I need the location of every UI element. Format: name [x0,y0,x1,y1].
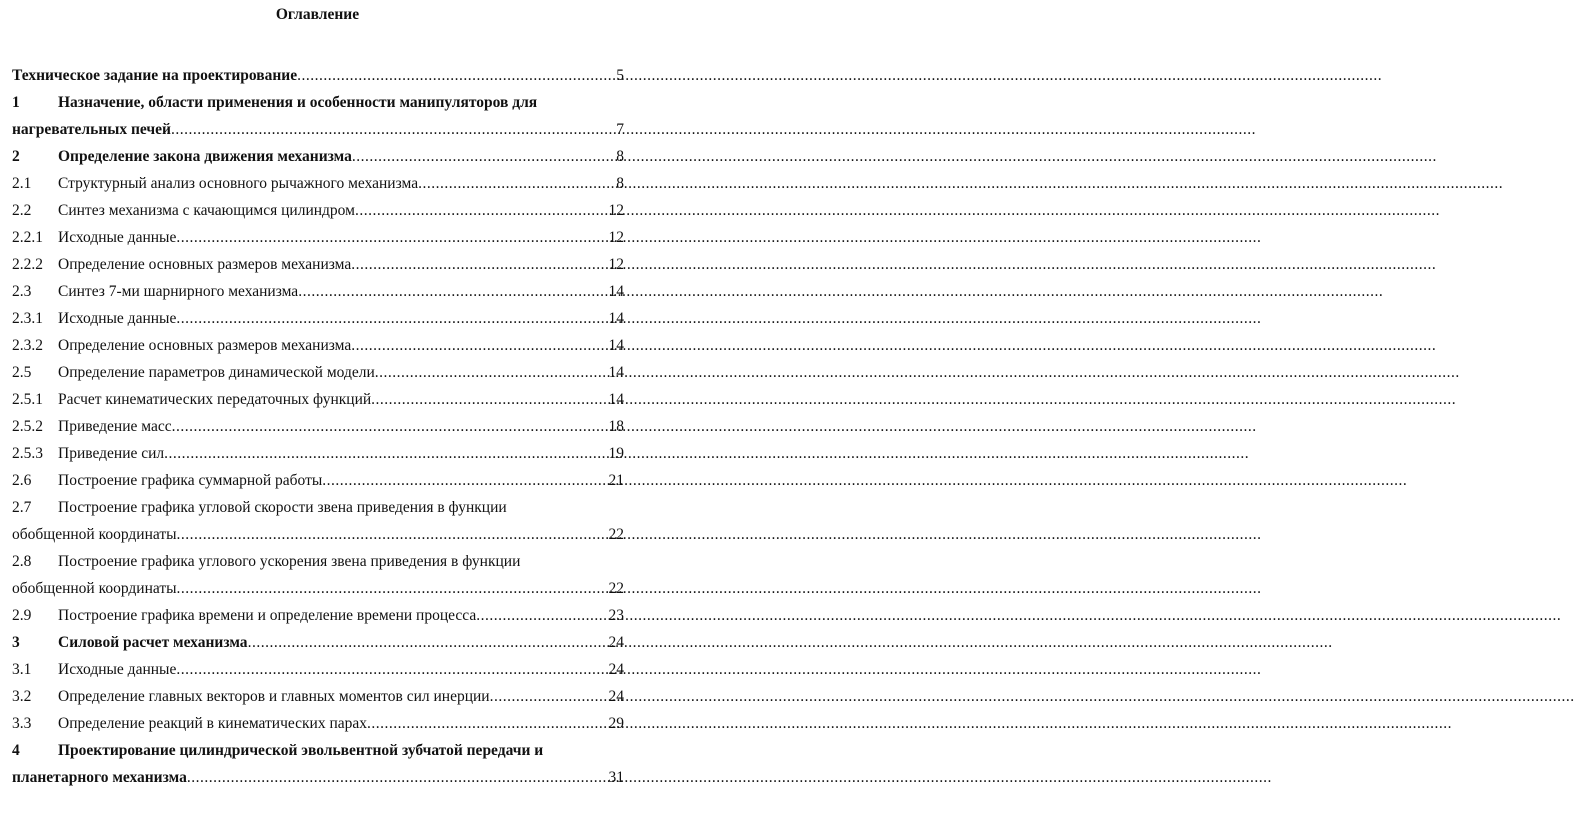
toc-entry-page: 24 [608,687,624,705]
toc-entry[interactable] [12,494,624,521]
toc-leader-dots [476,607,608,625]
toc-entry[interactable] [12,602,624,629]
toc-entry-page: 31 [608,768,624,786]
toc-entry-page: 22 [608,579,624,597]
toc-entry[interactable] [12,116,624,143]
toc-entry-number: 2 [12,147,20,165]
toc-entry-page: 14 [608,363,624,381]
toc-leader-dots [248,634,609,652]
toc-entry-page: 8 [616,147,624,165]
toc-entry-number: 2.3.1 [12,309,43,327]
toc-leader-dots [297,67,616,85]
toc-entry[interactable] [12,170,624,197]
toc-entry-title: Исходные данные [58,228,177,246]
toc-entry-title: Приведение масс [58,417,172,435]
toc-leader-dots [176,229,608,247]
toc-entry[interactable] [12,764,624,791]
toc-entry-title: Структурный анализ основного рычажного механизма [58,174,419,192]
toc-entry-page: 24 [608,633,624,651]
table-of-contents [12,62,624,791]
toc-entry[interactable] [12,521,624,548]
toc-entry[interactable] [12,683,624,710]
toc-entry-title: обобщенной координаты [12,579,177,597]
toc-entry[interactable] [12,575,624,602]
toc-leader-dots [176,310,608,328]
toc-entry-page: 8 [616,174,624,192]
toc-leader-dots [490,688,609,706]
toc-entry-number: 2.3 [12,282,32,300]
toc-entry-page: 14 [608,309,624,327]
toc-leader-dots [171,121,616,139]
toc-entry[interactable] [12,359,624,386]
toc-entry-title: Исходные данные [58,660,177,678]
toc-entry-page: 7 [616,120,624,138]
toc-entry-page: 12 [608,201,624,219]
toc-entry-number: 3.3 [12,714,32,732]
toc-entry-page: 23 [608,606,624,624]
toc-leader-dots [355,202,609,220]
document-page [0,0,635,837]
toc-entry[interactable] [12,305,624,332]
toc-leader-dots [367,715,608,733]
toc-leader-dots [164,445,608,463]
toc-entry-number: 2.2.1 [12,228,43,246]
toc-leader-dots [177,580,609,598]
toc-leader-dots [371,391,608,409]
toc-entry-number: 2.1 [12,174,32,192]
toc-entry-number: 2.3.2 [12,336,43,354]
toc-entry-title: Техническое задание на проектирование [12,66,298,84]
toc-entry-page: 18 [608,417,624,435]
toc-entry-page: 12 [608,228,624,246]
toc-entry-title: Приведение сил [58,444,165,462]
toc-entry-title: Определение основных размеров механизма [58,336,352,354]
toc-entry-title: Расчет кинематических передаточных функций [58,390,372,408]
toc-leader-dots [351,256,608,274]
toc-entry-page: 5 [616,66,624,84]
toc-entry[interactable] [12,737,624,764]
toc-entry-page: 14 [608,390,624,408]
toc-entry-title: Силовой расчет механизма [58,633,248,651]
toc-entry[interactable] [12,467,624,494]
page-title: Оглавление [275,6,360,23]
toc-entry-number: 1 [12,93,20,111]
toc-entry-title: Определение закона движения механизма [58,147,352,165]
toc-entry-title: Синтез 7-ми шарнирного механизма [58,282,299,300]
toc-entry[interactable] [12,143,624,170]
toc-entry[interactable] [12,386,624,413]
toc-entry-page: 19 [608,444,624,462]
toc-entry-title: Проектирование цилиндрической эвольвентной зубчатой передачи и [58,741,544,759]
toc-entry[interactable] [12,224,624,251]
toc-entry-title: Определение главных векторов и главных моментов сил инерции [58,687,490,705]
toc-entry-number: 2.9 [12,606,32,624]
toc-entry-number: 2.5.2 [12,417,43,435]
toc-entry-number: 2.7 [12,498,32,516]
toc-entry-title: Построение графика времени и определение времени процесса [58,606,477,624]
toc-entry-page: 22 [608,525,624,543]
toc-entry[interactable] [12,440,624,467]
toc-entry-title: Определение основных размеров механизма [58,255,352,273]
toc-leader-dots [418,175,616,193]
toc-entry-title: Построение графика суммарной работы [58,471,323,489]
toc-entry[interactable] [12,197,624,224]
toc-entry-title: Исходные данные [58,309,177,327]
toc-leader-dots [187,769,609,787]
toc-entry-number: 2.2 [12,201,32,219]
toc-entry[interactable] [12,548,624,575]
toc-entry[interactable] [12,251,624,278]
toc-entry[interactable] [12,89,624,116]
toc-entry-title: нагревательных печей [12,120,171,138]
toc-leader-dots [322,472,608,490]
toc-entry[interactable] [12,656,624,683]
toc-entry-page: 14 [608,282,624,300]
toc-entry-page: 21 [608,471,624,489]
toc-entry-title: Определение параметров динамической модели [58,363,375,381]
toc-entry-number: 2.2.2 [12,255,43,273]
toc-entry-number: 4 [12,741,20,759]
toc-entry-title: Синтез механизма с качающимся цилиндром [58,201,355,219]
toc-entry[interactable] [12,413,624,440]
toc-entry-number: 2.5.3 [12,444,43,462]
toc-entry-title: планетарного механизма [12,768,187,786]
toc-entry-number: 3.2 [12,687,32,705]
toc-leader-dots [352,148,616,166]
toc-entry[interactable] [12,710,624,737]
toc-entry-title: Определение реакций в кинематических парах [58,714,368,732]
toc-leader-dots [172,418,609,436]
toc-leader-dots [375,364,609,382]
toc-leader-dots [351,337,608,355]
toc-entry-title: Построение графика угловой скорости звена приведения в функции [58,498,507,516]
toc-entry-number: 2.5.1 [12,390,43,408]
toc-entry[interactable] [12,332,624,359]
toc-entry-page: 24 [608,660,624,678]
toc-leader-dots [176,661,608,679]
toc-entry[interactable] [12,62,624,89]
toc-entry[interactable] [12,629,624,656]
toc-entry-page: 14 [608,336,624,354]
toc-leader-dots [177,526,609,544]
toc-entry-number: 3 [12,633,20,651]
toc-entry-number: 3.1 [12,660,32,678]
toc-leader-dots [298,283,608,301]
toc-entry-page: 12 [608,255,624,273]
toc-entry-page: 29 [608,714,624,732]
toc-entry-title: Назначение, области применения и особенности манипуляторов для [58,93,538,111]
toc-entry-title: Построение графика углового ускорения звена приведения в функции [58,552,521,570]
toc-entry[interactable] [12,278,624,305]
toc-entry-title: обобщенной координаты [12,525,177,543]
toc-entry-number: 2.5 [12,363,32,381]
toc-entry-number: 2.6 [12,471,32,489]
toc-entry-number: 2.8 [12,552,32,570]
